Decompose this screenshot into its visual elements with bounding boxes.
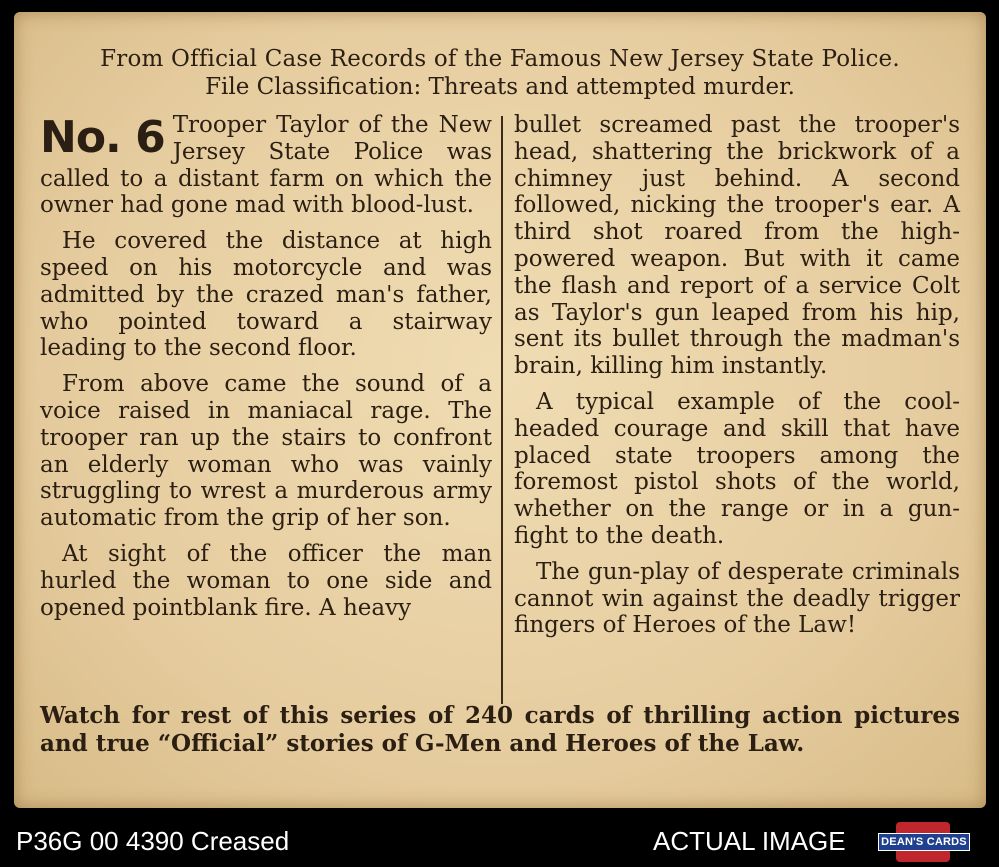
left-column — [40, 112, 492, 630]
story-paragraph-5: bullet screamed past the trooper's head, shattering the brickwork of a chimney just behind. A second followed, nicking the trooper's ear. A third shot roared from the high-powered weapon. But with it came the flash and report of a service Colt as Taylor's gun leaped from his hip, sent its bullet through the madman's brain, killing him instantly. — [514, 112, 960, 380]
story-paragraph-4: At sight of the officer the man hurled the woman to one side and opened pointblank fire. A heavy — [40, 540, 492, 621]
grade-label: P36G 00 4390 Creased — [16, 826, 290, 856]
right-column — [514, 112, 960, 648]
deans-cards-logo — [878, 822, 970, 862]
header-line-1: From Official Case Records of the Famous New Jersey State Police. — [100, 46, 900, 72]
header-line-2: File Classification: Threats and attempted murder. — [205, 74, 795, 100]
logo-text: DEAN'S CARDS — [878, 833, 970, 851]
series-footer: Watch for rest of this series of 240 cards of thrilling action pictures and true “Official” stories of G-Men and Heroes of the Law. — [40, 702, 960, 757]
story-paragraph-3: From above came the sound of a voice raised in maniacal rage. The trooper ran up the stairs to confront an elderly woman who was vainly struggling to wrest a murderous army automatic from the grip of her son. — [40, 371, 492, 532]
actual-image-label: ACTUAL IMAGE — [653, 826, 846, 856]
column-divider — [501, 116, 503, 704]
story-paragraph-1: Trooper Taylor of the New Jersey State Police was called to a distant farm on which the owner had gone mad with blood-lust. — [40, 112, 492, 219]
card-number: No. 6 — [40, 112, 165, 163]
story-paragraph-2: He covered the distance at high speed on his motorcycle and was admitted by the crazed man's father, who pointed toward a stairway leading to the second floor. — [40, 228, 492, 362]
story-paragraph-7: The gun-play of desperate criminals cannot win against the deadly trigger fingers of Heroes of the Law! — [514, 558, 960, 639]
story-paragraph-6: A typical example of the cool-headed courage and skill that have placed state troopers among the foremost pistol shots of the world, whether on the range or in a gun-fight to the death. — [514, 388, 960, 549]
card-back — [14, 12, 986, 808]
